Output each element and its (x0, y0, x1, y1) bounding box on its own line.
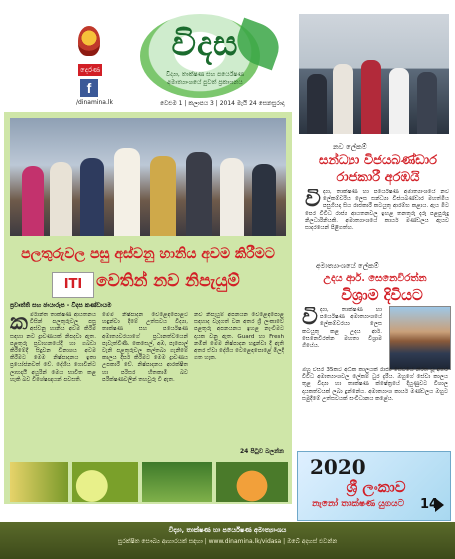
lead-column-3: නව නිපැයුම් අපනයන වෙළෙඳපොළ සඳහාද වැදගත් වන අතර ශ්‍රී ලංකාවේ පළතුරු අපනයනය ඉහළ නැංවීමට දායක වනු ඇත. Guard හා Fresh නමින් මෙම නිෂ්පාදන හඳුන්වා දී ඇති අතර ඒවා දේශීය වෙළෙඳපොළේ මිලදී ගත හැක. (194, 312, 284, 362)
plants-photo (142, 462, 212, 502)
photo-figure (220, 158, 244, 236)
mango-photo (216, 462, 288, 502)
photo-figure (252, 164, 276, 236)
lead-story-photo (10, 118, 286, 236)
photo-figure (50, 162, 72, 236)
facebook-handle[interactable]: /dinamina.lk (76, 99, 114, 106)
newspaper-logo: විදස (171, 24, 239, 64)
footer-links[interactable]: සුරක්ෂිත සෞඛ්‍ය ආහාරයක් සඳහා | www.dinamina.lk/vidasa | ඔබේ අදහස් එවන්න (117, 538, 338, 545)
iti-logo: ITI (52, 272, 94, 298)
publisher-badge: දෙරණ (78, 64, 102, 76)
photo-figure (114, 148, 140, 236)
footer-ministry: විද්‍යා, තාක්ෂණ හා පර්යේෂණ අමාත්‍යාංශය (168, 526, 287, 534)
story-body-continued: ඔහු වසර 35කට අධික කාලයක් රාජ්‍ය සේවයේ නිරත වූ අතර විවිධ අමාත්‍යාංශවල ලේකම් ධුර දැරීය. ඔහුගේ සේවා කාලය තුළ විද්‍යා හා තාක්ෂණ ක්ෂේත්‍රයේ දියුණුවට විශාල දායකත්වයක් ලබා දුන්නේය. අමාත්‍යාංශ කාර්ය මණ්ඩලය ඔහුට සමුදීමේ උත්සවයක් සංවිධානය කළේය. (302, 367, 448, 402)
promo-year: 2020 (310, 455, 366, 479)
dropcap: වි (302, 307, 318, 330)
promo-subtitle: නැනෝ තාක්ෂණ යුගයට (311, 499, 405, 509)
dropcap: වි (305, 189, 321, 212)
photo-figure (307, 74, 327, 134)
story-headline: සන්ධ්‍යා විජයබණ්ඩාර (319, 153, 437, 168)
lead-headline-line2: වෙතින් නව නිපැයුම් (96, 271, 240, 291)
lead-column-2: මෙම නිෂ්පාදන වෙළෙඳපොළට හඳුන්වා දීමේ උත්සවය විද්‍යා, තාක්ෂණ සහ පර්යේෂණ අමාත්‍යවරයාගේ ප්‍රධානත්වයෙන් පැවැත්විණි. කෙසෙල්, අඹ, පැපොල් වැනි පළතුරුවල කල්තබා ගැනීමේ කාලය දීර්ඝ කිරීමට මෙම ද්‍රාවණය උපකාරී වේ. නිෂ්පාදනය ආරක්ෂිත හා පරිසර හිතකාමී බව පරීක්ෂණවලින් තහවුරු වී ඇත. (102, 312, 188, 383)
story-headline-sub: විශ්‍රාම දිවියට (341, 286, 423, 304)
photo-figure (80, 158, 104, 236)
dropcap: ක (10, 312, 28, 335)
logo-tagline: විද්‍යා, තාක්ෂණ සහ පර්යේෂණ (165, 71, 244, 78)
product-bottles-photo (10, 462, 68, 502)
product-photo-strip (10, 462, 288, 502)
photo-figure (150, 156, 176, 236)
lead-column-1 (10, 312, 96, 458)
photo-figure (22, 166, 44, 236)
photo-figure (417, 72, 437, 134)
logo-tagline: අමාත්‍යාංශයේ පුවත් ප්‍රකාශනය (167, 79, 243, 86)
story-kicker: අමාත්‍යාංශයේ ලේකම් (316, 262, 379, 270)
photo-figure (389, 68, 409, 134)
story-body-text: ද්‍යා, තාක්ෂණ හා පර්යේෂණ අමාත්‍යාංශයේ ලේකම්වරයා ලෙස කටයුතු කළ උදය ආර්. සෙනෙවිරත්න මහතා විශ්‍රාම ගියේය. (302, 307, 382, 350)
story-headline: උදය ආර්. සෙනෙවිරත්න (323, 273, 427, 284)
story-headline-sub: රාජකාරී අරඹයි (336, 170, 420, 185)
continued-link[interactable]: 24 පිටුව බලන්න (240, 448, 284, 455)
story-kicker: නව ලේකම් (333, 143, 367, 151)
photo-figure (361, 60, 381, 134)
ceremony-photo (299, 14, 449, 134)
promo-page-number[interactable]: 14 (420, 497, 439, 512)
facebook-icon[interactable]: f (80, 79, 98, 97)
lead-headline-line1: පලතුරුවල පසු අස්වනු හානිය අවම කිරීමට (21, 246, 275, 262)
story-body (305, 189, 449, 249)
issue-line: වෙළුම 1 | කලාපය 3 | 2014 මැයි 24 සෙනසුරාදා (160, 100, 285, 107)
national-emblem-icon (78, 26, 100, 56)
arrow-right-icon[interactable] (435, 498, 444, 512)
secretary-portrait (389, 306, 451, 370)
promo-title: ශ්‍රී ලංකාව (346, 478, 406, 496)
photo-figure (186, 152, 212, 236)
story-body-text: ද්‍යා, තාක්ෂණ හා පර්යේෂණ අමාත්‍යාංශයේ නව ලේකම්වරිය ලෙස සන්ධ්‍යා විජයබණ්ඩාර මහත්මිය පසුගියදා සිය රාජකාරී කටයුතු ආරම්භ කළාය. ඇය මීට පෙර විවිධ රාජ්‍ය ආයතනවල ඉහළ තනතුරු දැරූ පළපුරුදු නිලධාරිනියකි. අමාත්‍යාංශයේ කාර්ය මණ්ඩලය ඇයව සාදරයෙන් පිළිගත්හ. (305, 189, 449, 232)
fruit-photo (72, 462, 138, 502)
photo-figure (333, 64, 353, 134)
lead-column-text: ර්මාන්ත තාක්ෂණ ආයතනය විසින් පලතුරුවල පසු අස්වනු හානිය අවම කිරීම සඳහා නව ද්‍රාවණයක් නිපදවා ඇත. පළතුරු ප්‍රවාහනයේදී හා ගබඩා කිරීමේදී සිදුවන විනාශය අවම කිරීමට මෙම නිෂ්පාදනය ඉතා ප්‍රයෝජනවත් වේ. දේශීය ගොවීන්ට ලාභදායී අයුරින් මෙය භාවිත කළ හැකි බව විශේෂඥයන් පවසති. (10, 312, 96, 383)
lead-byline: ප්‍රවෘත්ති සහ ඡායාරූප - විදස කණ්ඩායම (10, 302, 112, 309)
